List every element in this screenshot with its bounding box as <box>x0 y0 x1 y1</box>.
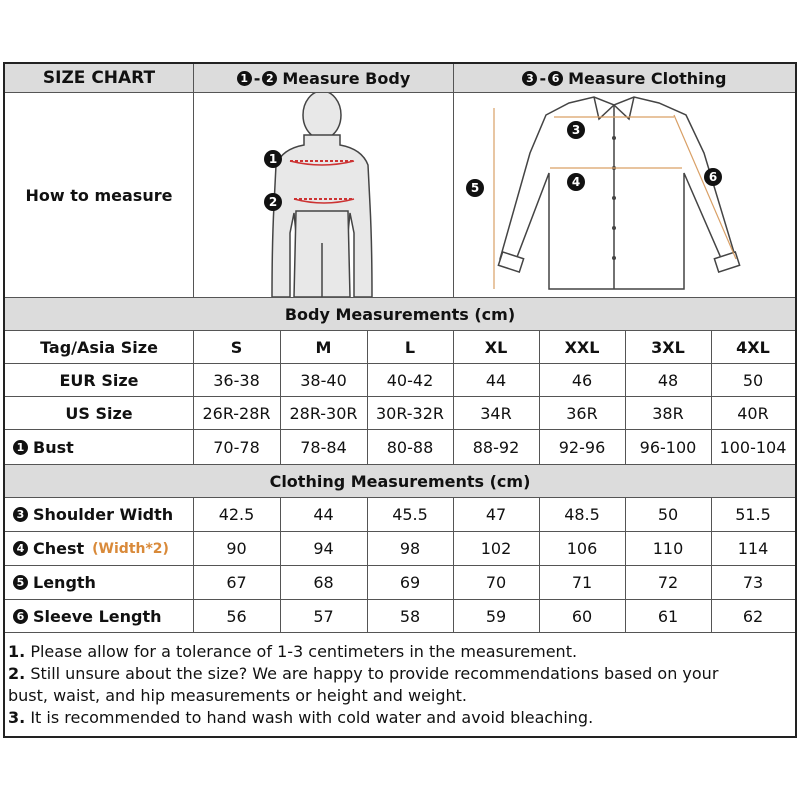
shirt-marker-6: 6 <box>704 168 722 186</box>
bust-label-cell <box>5 430 193 464</box>
badge-1: 1 <box>237 71 252 86</box>
shoulder-value: 47 <box>485 505 507 524</box>
sleeve-value: 62 <box>742 606 764 626</box>
shoulder-value: 51.5 <box>735 505 771 524</box>
us-value: 34R <box>480 403 512 423</box>
measure-clothing-header <box>454 64 795 92</box>
shoulder-value: 42.5 <box>218 505 255 524</box>
sleeve-value: 61 <box>657 606 679 626</box>
column-divider <box>367 498 368 632</box>
chest-value: 114 <box>737 539 769 558</box>
bust-value: 80-88 <box>386 437 434 457</box>
badge-6: 6 <box>548 71 563 86</box>
note-2-continued <box>8 686 467 706</box>
bust-value: 92-96 <box>558 437 606 457</box>
note-1 <box>8 642 577 662</box>
sleeve-value: 60 <box>571 606 593 626</box>
badge-6: 6 <box>13 609 28 624</box>
column-divider <box>453 498 454 632</box>
us-value: 38R <box>652 403 684 423</box>
column-divider <box>280 331 281 464</box>
chest-note: (Width*2) <box>92 540 169 557</box>
us-value: 36R <box>566 403 598 423</box>
length-value: 67 <box>226 573 247 592</box>
body-marker-2: 2 <box>264 193 282 211</box>
note-text: It is recommended to hand wash with cold water and avoid bleaching. <box>30 708 594 727</box>
measure-body-header <box>194 64 453 92</box>
eur-value: 50 <box>742 370 764 390</box>
measure-clothing-label: Measure Clothing <box>568 68 727 88</box>
bust-value: 70-78 <box>213 437 260 457</box>
measure-body-label: Measure Body <box>282 68 411 88</box>
sizes-value: M <box>315 337 332 357</box>
note-number: 3. <box>8 708 26 727</box>
chest-label: Chest <box>33 539 85 558</box>
us-value: 28R-30R <box>289 403 358 423</box>
sleeve-value: 56 <box>226 606 247 626</box>
length-value: 69 <box>399 573 421 592</box>
chest-value: 94 <box>313 539 334 558</box>
sizes-value: 3XL <box>651 337 685 357</box>
shirt-marker-3: 3 <box>567 121 585 139</box>
badge-1: 1 <box>13 440 28 455</box>
sizes-value: S <box>230 337 243 357</box>
sizes-value: XL <box>484 337 508 357</box>
sizes-value: L <box>404 337 416 357</box>
note-text: Still unsure about the size? We are happy to provide recommendations based on your <box>30 664 719 683</box>
bust-value: 96-100 <box>639 437 697 457</box>
chest-value: 110 <box>652 539 684 558</box>
note-number: 2. <box>8 664 26 683</box>
shoulder-label: Shoulder Width <box>33 505 174 524</box>
sizes-label-cell <box>5 331 193 363</box>
sleeve-value: 57 <box>313 606 334 626</box>
shoulder-label-cell <box>5 498 193 531</box>
shirt-marker-4: 4 <box>567 173 585 191</box>
badge-3: 3 <box>522 71 537 86</box>
eur-value: 40-42 <box>386 370 434 390</box>
eur-value: 36-38 <box>213 370 260 390</box>
length-value: 71 <box>571 573 593 592</box>
chest-value: 98 <box>399 539 421 558</box>
body-illustration <box>194 93 453 297</box>
column-divider <box>539 331 540 464</box>
note-text: Please allow for a tolerance of 1-3 centimeters in the measurement. <box>30 642 578 661</box>
length-value: 68 <box>313 573 334 592</box>
us-value: 30R-32R <box>375 403 445 423</box>
note-number: 1. <box>8 642 26 661</box>
us-value: 40R <box>737 403 769 423</box>
us-label-cell <box>5 397 193 429</box>
sizes-value: XXL <box>564 337 600 357</box>
length-label-cell <box>5 566 193 599</box>
eur-value: 46 <box>571 370 593 390</box>
us-value: 26R-28R <box>202 403 271 423</box>
body-measurements-title: Body Measurements (cm) <box>5 298 795 330</box>
chest-value: 106 <box>566 539 598 558</box>
column-divider <box>453 331 454 464</box>
shoulder-value: 50 <box>657 505 679 524</box>
column-divider <box>625 498 626 632</box>
note-3 <box>8 708 593 728</box>
length-value: 70 <box>485 573 507 592</box>
sleeve-value: 58 <box>399 606 421 626</box>
badge-5: 5 <box>13 575 28 590</box>
shoulder-value: 44 <box>313 505 334 524</box>
column-divider <box>711 331 712 464</box>
note-2 <box>8 664 718 684</box>
column-divider <box>625 331 626 464</box>
badge-4: 4 <box>13 541 28 556</box>
eur-value: 48 <box>657 370 679 390</box>
bust-value: 78-84 <box>300 437 347 457</box>
clothing-measurements-title: Clothing Measurements (cm) <box>5 465 795 497</box>
column-divider <box>711 498 712 632</box>
shirt-illustration <box>454 93 795 297</box>
length-label: Length <box>33 573 96 592</box>
column-divider <box>539 498 540 632</box>
eur-label: EUR Size <box>59 370 139 390</box>
eur-value: 38-40 <box>300 370 347 390</box>
eur-label-cell <box>5 364 193 396</box>
column-divider <box>280 498 281 632</box>
shirt-marker-5: 5 <box>466 179 484 197</box>
length-value: 73 <box>742 573 764 592</box>
bust-value: 88-92 <box>472 437 520 457</box>
bust-value: 100-104 <box>719 437 787 457</box>
us-label: US Size <box>65 403 133 423</box>
note-text: bust, waist, and hip measurements or height and weight. <box>8 686 468 705</box>
badge-2: 2 <box>262 71 277 86</box>
sleeve-label: Sleeve Length <box>33 606 162 626</box>
chest-value: 90 <box>226 539 247 558</box>
column-divider <box>367 331 368 464</box>
bust-label: Bust <box>33 437 74 457</box>
shoulder-value: 45.5 <box>392 505 428 524</box>
sleeve-value: 59 <box>485 606 507 626</box>
body-marker-1: 1 <box>264 150 282 168</box>
eur-value: 44 <box>485 370 507 390</box>
sizes-value: 4XL <box>736 337 770 357</box>
column-divider <box>193 331 194 464</box>
column-divider <box>193 498 194 632</box>
shoulder-value: 48.5 <box>564 505 600 524</box>
badge-3: 3 <box>13 507 28 522</box>
chest-value: 102 <box>480 539 512 558</box>
length-value: 72 <box>657 573 679 592</box>
size-chart-title: SIZE CHART <box>5 64 193 92</box>
how-to-measure-label: How to measure <box>25 185 173 205</box>
badge-separator: - <box>539 68 547 88</box>
chest-label-cell <box>5 532 193 565</box>
sizes-label: Tag/Asia Size <box>40 337 158 357</box>
badge-separator: - <box>253 68 261 88</box>
sleeve-label-cell <box>5 600 193 632</box>
